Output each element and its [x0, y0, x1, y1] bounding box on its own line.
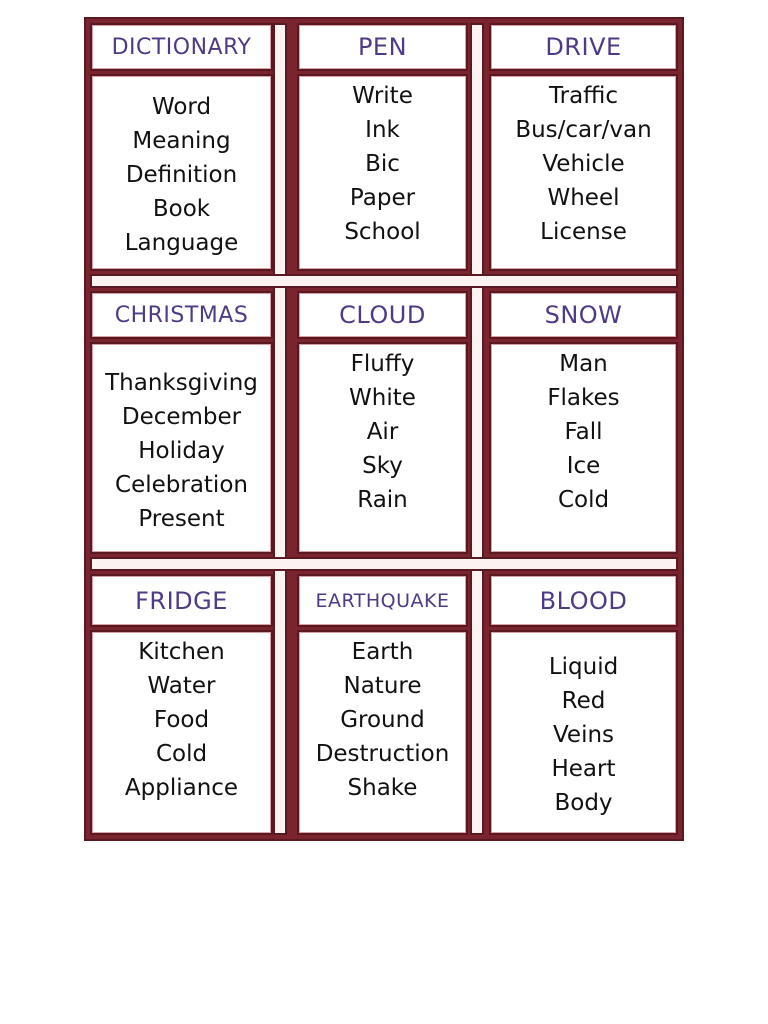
card-title: DRIVE — [489, 23, 678, 71]
word: White — [349, 385, 416, 411]
word: Ice — [566, 453, 601, 479]
word: Meaning — [132, 128, 231, 154]
word: Shake — [347, 775, 418, 801]
word: Word — [151, 94, 212, 120]
word: Ground — [340, 707, 425, 733]
word: Kitchen — [138, 639, 225, 665]
taboo-card-sheet — [84, 17, 684, 841]
word: Body — [554, 790, 613, 816]
word: Red — [561, 688, 606, 714]
card-word-list — [90, 74, 273, 271]
word: Nature — [343, 673, 422, 699]
word: Rain — [357, 487, 408, 513]
card-title: PEN — [297, 23, 468, 71]
word: Definition — [125, 162, 238, 188]
word: Water — [147, 673, 216, 699]
word: Food — [153, 707, 210, 733]
word: License — [540, 219, 627, 245]
word: Cold — [557, 487, 610, 513]
column-gap — [273, 23, 287, 835]
word: Celebration — [115, 472, 248, 498]
card-word-list — [90, 630, 273, 835]
word: Language — [124, 230, 239, 256]
word: Heart — [551, 756, 616, 782]
word: Vehicle — [542, 151, 625, 177]
word: Destruction — [315, 741, 450, 767]
word: Traffic — [548, 83, 619, 109]
card-title: BLOOD — [489, 574, 678, 627]
card-word-list — [297, 630, 468, 835]
word: Write — [352, 83, 413, 109]
word: Bus/car/van — [515, 117, 652, 143]
word: Thanksgiving — [105, 370, 258, 396]
word: Bic — [365, 151, 400, 177]
card-title: CLOUD — [297, 291, 468, 339]
card-word-list — [489, 342, 678, 554]
card-title: FRIDGE — [90, 574, 273, 627]
card-word-list — [489, 630, 678, 835]
word: Air — [366, 419, 399, 445]
card-title: EARTHQUAKE — [297, 574, 468, 627]
card-word-list — [297, 342, 468, 554]
word: Veins — [552, 722, 615, 748]
word: Ink — [365, 117, 400, 143]
word: Holiday — [138, 438, 225, 464]
word: Sky — [362, 453, 403, 479]
word: Appliance — [124, 775, 239, 801]
word: School — [344, 219, 421, 245]
row-gap — [90, 274, 678, 288]
word: Book — [152, 196, 211, 222]
word: December — [121, 404, 242, 430]
card-title: DICTIONARY — [90, 23, 273, 71]
word: Cold — [155, 741, 208, 767]
word: Paper — [349, 185, 416, 211]
word: Present — [138, 506, 225, 532]
word: Flakes — [547, 385, 620, 411]
column-gap — [470, 23, 484, 835]
row-gap — [90, 557, 678, 571]
word: Man — [559, 351, 608, 377]
card-title: CHRISTMAS — [90, 291, 273, 339]
card-word-list — [90, 342, 273, 554]
word: Earth — [351, 639, 414, 665]
word: Fall — [564, 419, 603, 445]
word: Liquid — [548, 654, 619, 680]
card-word-list — [489, 74, 678, 271]
word: Wheel — [547, 185, 620, 211]
card-word-list — [297, 74, 468, 271]
word: Fluffy — [350, 351, 415, 377]
card-title: SNOW — [489, 291, 678, 339]
